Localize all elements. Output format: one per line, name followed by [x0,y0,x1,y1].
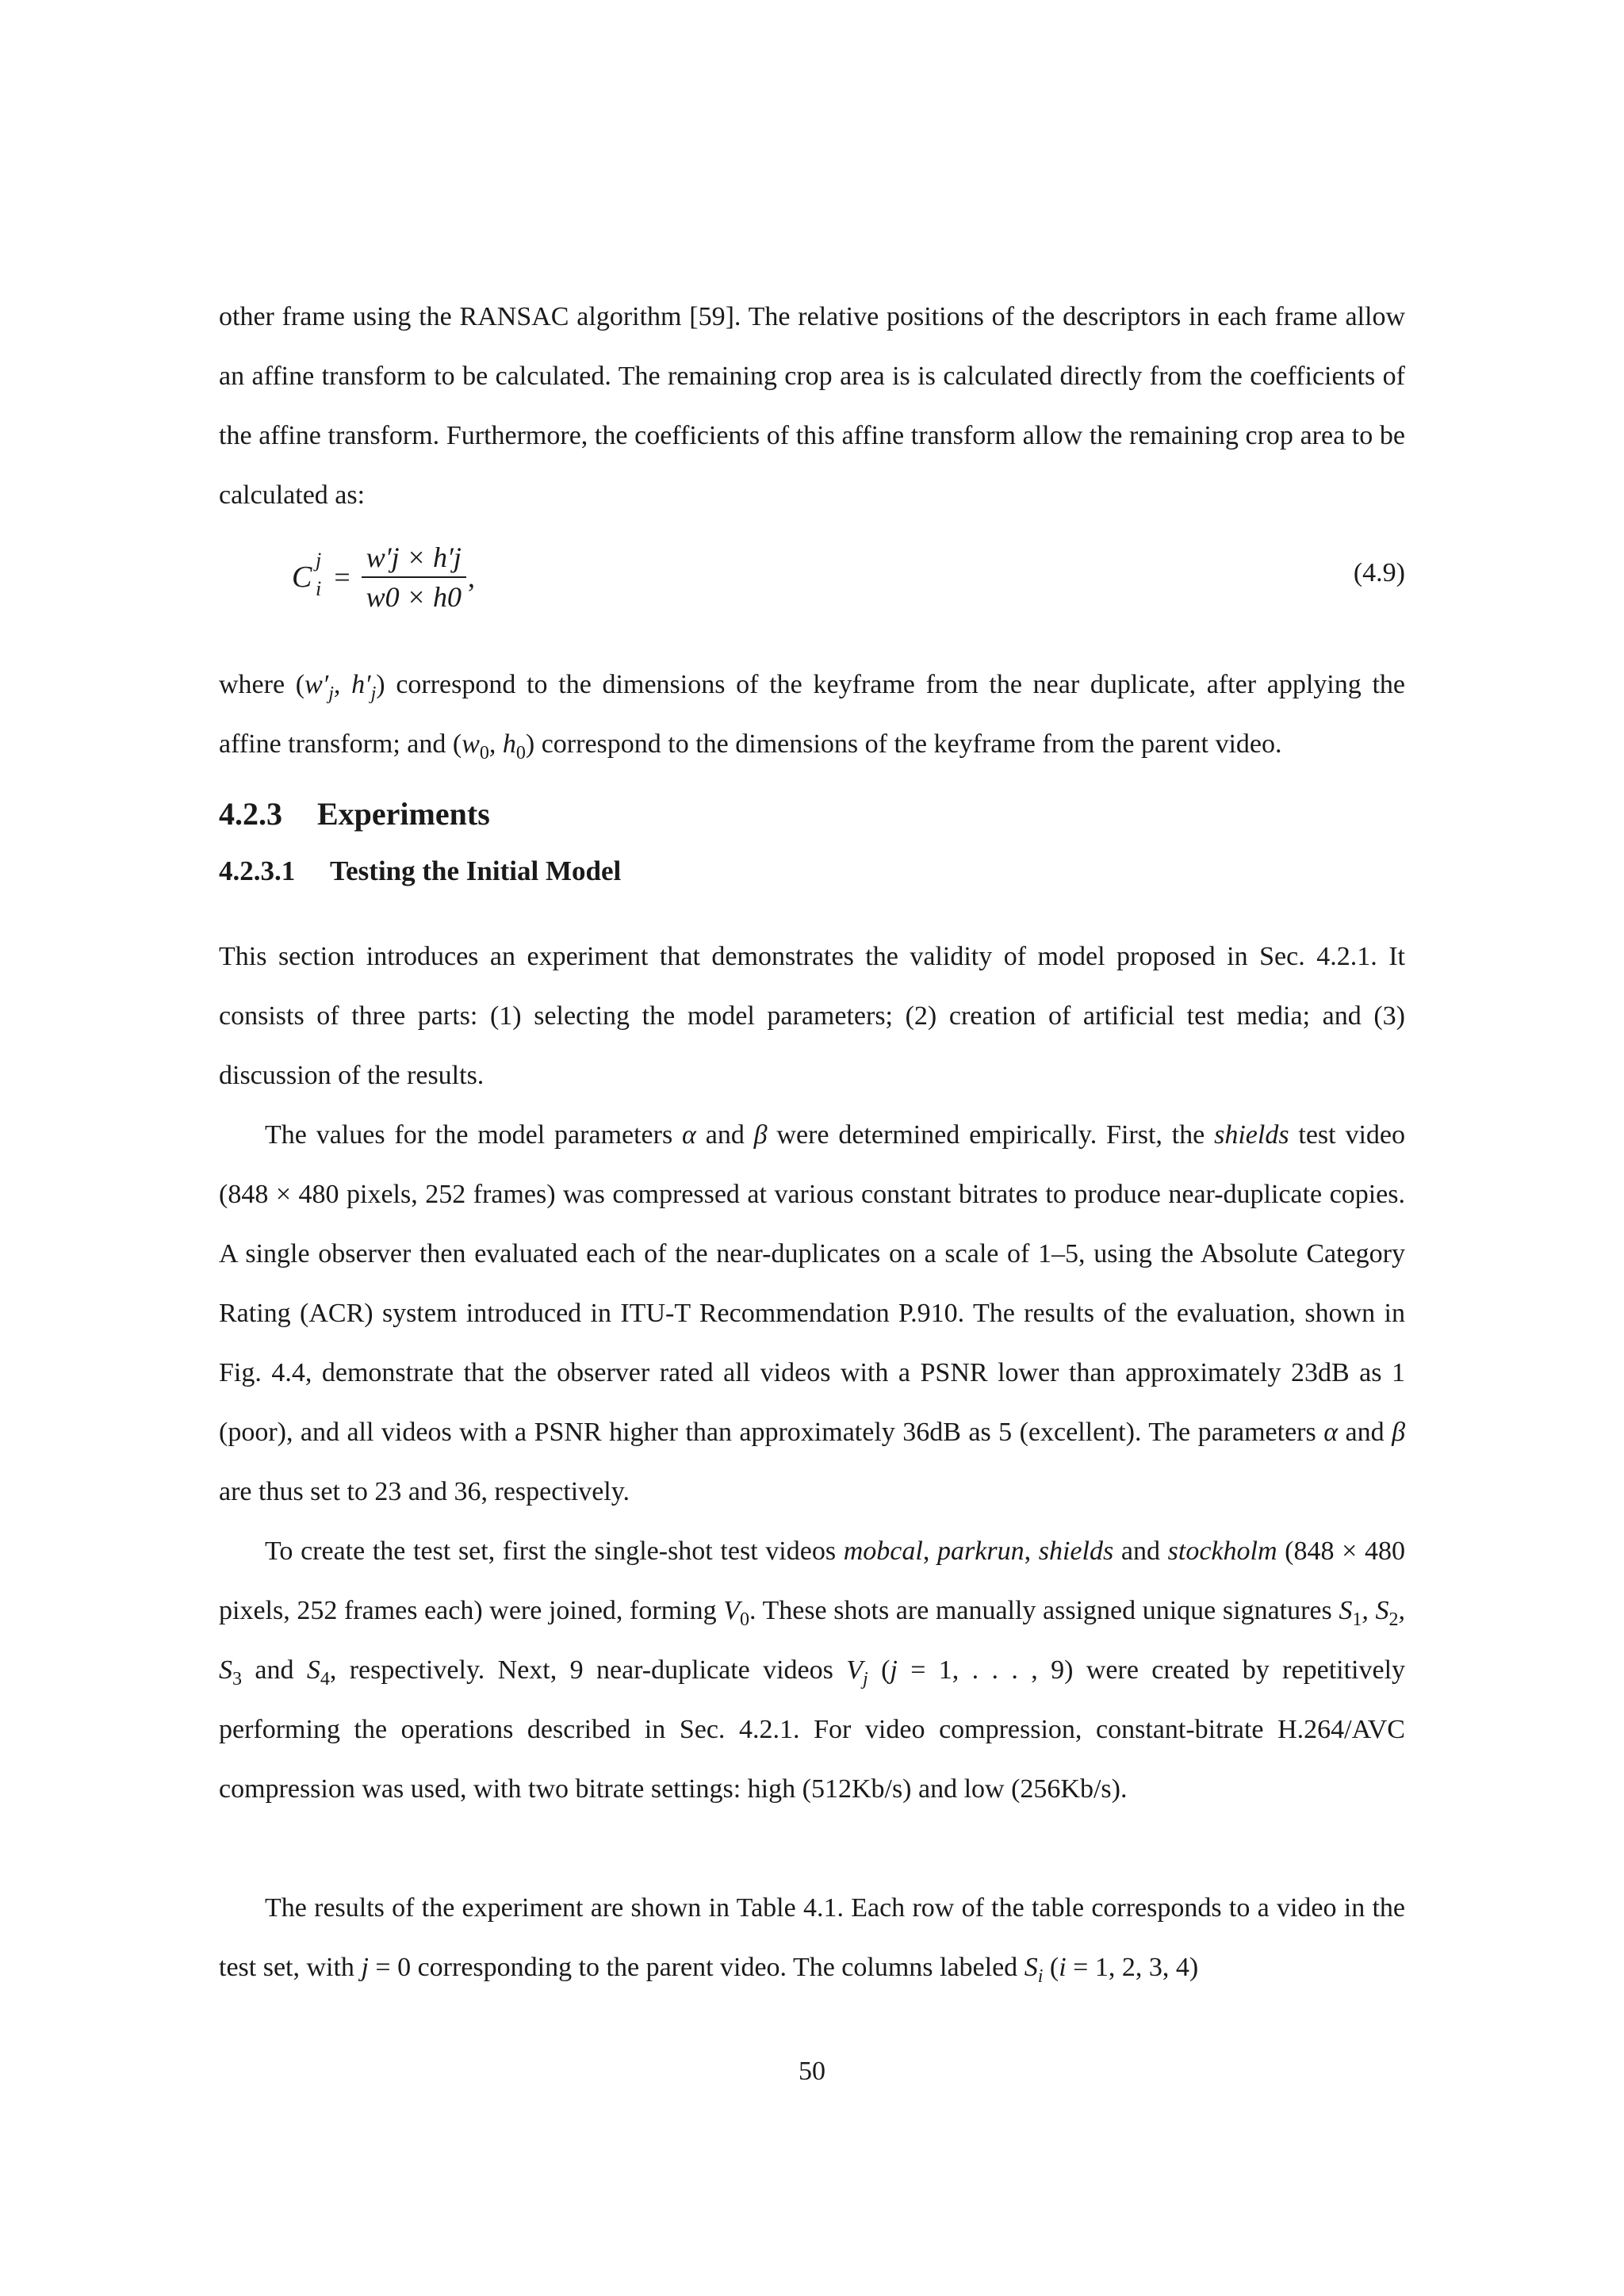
math-v0: $V_0$ [723,1596,749,1630]
subsection-heading [219,855,621,887]
math-alpha: α [682,1120,696,1150]
equation-lhs [292,549,331,600]
paragraph-ransac [219,287,1405,525]
paragraph-intro [219,927,1405,1105]
equation-body [292,530,475,625]
math-w0-h0: $w_0$, $h_0$ [462,729,526,763]
math-beta: β [753,1120,768,1150]
paragraph-model-parameters [219,1105,1405,1521]
math-signatures: $S_1$, $S_2$, $S_3$ [219,1596,1405,1689]
paragraph-text: where ($w'_j$, $h'_j$) correspond to the dimensions of the keyframe from the near duplicate, after applying the affine transform; and ($w_0$, $h_0$) correspond to the dimensions of the keyframe from the parent video. [219,670,1406,763]
paragraph-text: other frame using the RANSAC algorithm [59]. The relative positions of the descriptors in each frame allow an affine transform to be calculated. The remaining crop area is is calculated directly from the coefficients of the affine transform. Furthermore, the coefficients of this affine transform allow the remaining crop area to be calculated as: [219,302,1405,510]
section-heading [219,795,490,832]
fraction [362,538,466,616]
paragraph-results [219,1878,1405,1997]
math-beta: β [1392,1418,1406,1447]
video-name-shields: shields [1038,1536,1114,1566]
fraction-denominator: w0 × h0 [366,581,462,613]
paragraph-test-set [219,1521,1405,1819]
subsection-title: Testing the Initial Model [330,855,622,886]
subsection-number: 4.2.3.1 [219,855,296,886]
paragraph-text: The results of the experiment are shown in Table 4.1. Each row of the table corresponds to a video in the test set, with j = 0 corresponding to the parent video. The columns labeled $S_i$ (i = 1, 2, 3, 4) [219,1893,1405,1987]
paragraph-text: The values for the model parameters α and β were determined empirically. First, the shields test video (848 × 480 pixels, 252 frames) was compressed at various constant bitrates to produce near-duplicate copies. A single observer then evaluated each of the near-duplicates on a scale of 1–5, using the Absolute Category Rating (ACR) system introduced in ITU-T Recommendation P.910. The results of the evaluation, shown in Fig. 4.4, demonstrate that the observer rated all videos with a PSNR lower than approximately 23dB as 1 (poor), and all videos with a PSNR higher than approximately 36dB as 5 (excellent). The parameters α and β are thus set to 23 and 36, respectively. [219,1120,1406,1506]
paragraph-text: This section introduces an experiment that demonstrates the validity of model proposed in Sec. 4.2.1. It consists of three parts: (1) selecting the model parameters; (2) creation of artificial test media; and (3) discussion of the results. [219,942,1405,1090]
equation-number: (4.9) [1353,558,1405,587]
equation-lhs-symbol: C [292,561,312,594]
video-name-mobcal: mobcal [843,1536,923,1566]
fraction-numerator: w′j × h′j [366,541,462,573]
video-name-shields: shields [1214,1120,1289,1150]
section-title: Experiments [317,796,490,832]
paragraph-text: To create the test set, first the single-shot test videos mobcal, parkrun, shields and stockholm (848 × 480 pixels, 252 frames each) were joined, forming $V_0$. These shots are manually assigned unique signatures $S_1$, $S_2$, $S_3$ and $S_4$, respectively. Next, 9 near-duplicate videos $V_j$ (j = 1, . . . , 9) were created by repetitively performing the operations described in Sec. 4.2.1. For video compression, constant-bitrate H.264/AVC compression was used, with two bitrate settings: high (512Kb/s) and low (256Kb/s). [219,1536,1406,1804]
math-s4: $S_4$ [306,1655,330,1689]
math-alpha: α [1323,1418,1339,1447]
page-number: 50 [799,2057,825,2086]
math-si-range: $S_i$ (i = 1, 2, 3, 4) [1024,1953,1199,1987]
section-number: 4.2.3 [219,796,282,832]
paragraph-where [219,655,1405,774]
video-name-parkrun: parkrun [937,1536,1025,1566]
math-vj-range: $V_j$ (j = 1, . . . , 9) [846,1655,1074,1689]
equation-lhs-superscript: j [316,549,322,572]
equation-4-9 [219,530,1405,625]
equation-lhs-subscript: i [316,577,322,600]
math-wj-hj: $w'_j$, $h'_j$ [304,670,377,704]
video-name-stockholm: stockholm [1167,1536,1277,1566]
math-j-equals-0: j = 0 [361,1953,412,1982]
equals-sign: = [334,561,350,593]
equation-comma: , [467,561,475,593]
